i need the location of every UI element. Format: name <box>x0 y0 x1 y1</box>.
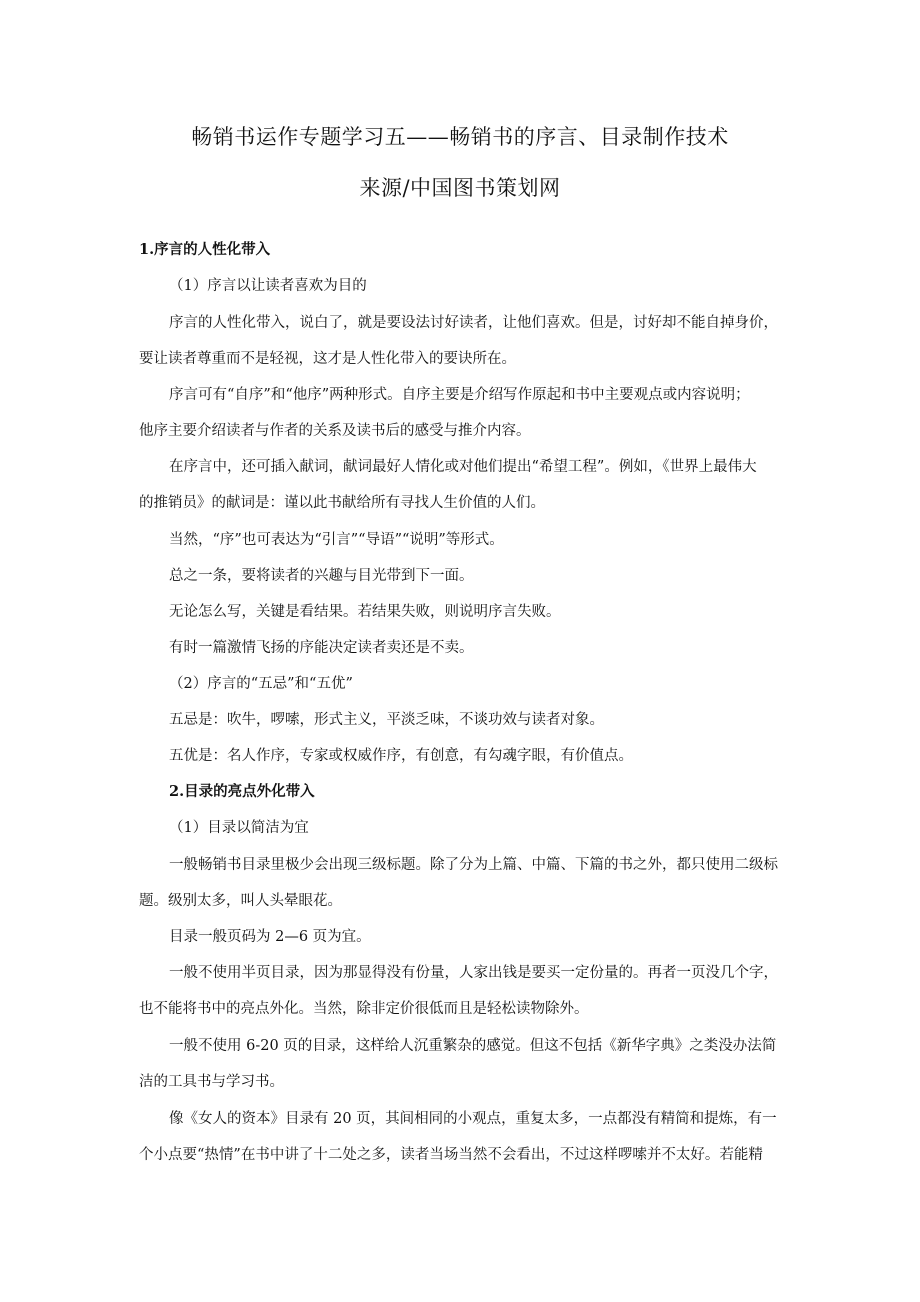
paragraph-line: 洁的工具书与学习书。 <box>139 1074 284 1090</box>
paragraph-line: 像《女人的资本》目录有 20 页，其间相同的小观点，重复太多，一点都没有精简和提炼，有一 <box>169 1111 777 1127</box>
paragraph-line: 也不能将书中的亮点外化。当然，除非定价很低而且是轻松读物除外。 <box>139 1001 589 1017</box>
paragraph-line: 五忌是：吹牛，啰嗦，形式主义，平淡乏味，不谈功效与读者对象。 <box>169 712 604 728</box>
subheading: （1）序言以让读者喜欢为目的 <box>169 278 367 294</box>
paragraph-line: 总之一条，要将读者的兴趣与目光带到下一面。 <box>169 568 474 584</box>
paragraph-line: 目录一般页码为 2—6 页为宜。 <box>169 929 371 945</box>
subheading: （1）目录以简洁为宜 <box>169 820 309 836</box>
paragraph-line: 无论怎么写，关键是看结果。若结果失败，则说明序言失败。 <box>169 604 561 620</box>
subheading: （2）序言的“五忌”和“五优” <box>169 676 353 692</box>
paragraph-line: 有时一篇激情飞扬的序能决定读者卖还是不卖。 <box>169 640 474 656</box>
paragraph-line: 个小点要“热情”在书中讲了十二处之多，读者当场当然不会看出，不过这样啰嗦并不太好。若能精 <box>139 1147 763 1163</box>
paragraph-line: 当然，“序”也可表达为“引言”“导语”“说明”等形式。 <box>169 532 504 548</box>
paragraph-line: 的推销员》的献词是：谨以此书献给所有寻找人生价值的人们。 <box>139 495 545 511</box>
section-heading-2: 2.目录的亮点外化带入 <box>169 783 315 800</box>
document-title: 畅销书运作专题学习五——畅销书的序言、目录制作技术 <box>191 125 729 149</box>
paragraph-line: 一般不使用 6-20 页的目录，这样给人沉重繁杂的感觉。但这不包括《新华字典》之类没办法简 <box>169 1038 777 1054</box>
paragraph-line: 序言的人性化带入，说白了，就是要设法讨好读者，让他们喜欢。但是，讨好却不能自掉身价， <box>169 315 778 331</box>
section-heading-1: 1.序言的人性化带入 <box>139 241 271 258</box>
paragraph-line: 五优是：名人作序，专家或权威作序，有创意，有勾魂字眼，有价值点。 <box>169 748 633 764</box>
paragraph-line: 他序主要介绍读者与作者的关系及读书后的感受与推介内容。 <box>139 423 531 439</box>
paragraph-line: 在序言中，还可插入献词，献词最好人情化或对他们提出“希望工程”。例如，《世界上最伟大 <box>169 459 757 475</box>
document-source: 来源/中国图书策划网 <box>359 176 561 200</box>
paragraph-line: 一般畅销书目录里极少会出现三级标题。除了分为上篇、中篇、下篇的书之外，都只使用二级标 <box>169 857 778 873</box>
paragraph-line: 题。级别太多，叫人头晕眼花。 <box>139 893 342 909</box>
paragraph-line: 要让读者尊重而不是轻视，这才是人性化带入的要诀所在。 <box>139 351 516 367</box>
paragraph-line: 一般不使用半页目录，因为那显得没有份量，人家出钱是要买一定份量的。再者一页没几个字， <box>169 965 778 981</box>
paragraph-line: 序言可有“自序”和“他序”两种形式。自序主要是介绍写作原起和书中主要观点或内容说明； <box>169 387 750 403</box>
